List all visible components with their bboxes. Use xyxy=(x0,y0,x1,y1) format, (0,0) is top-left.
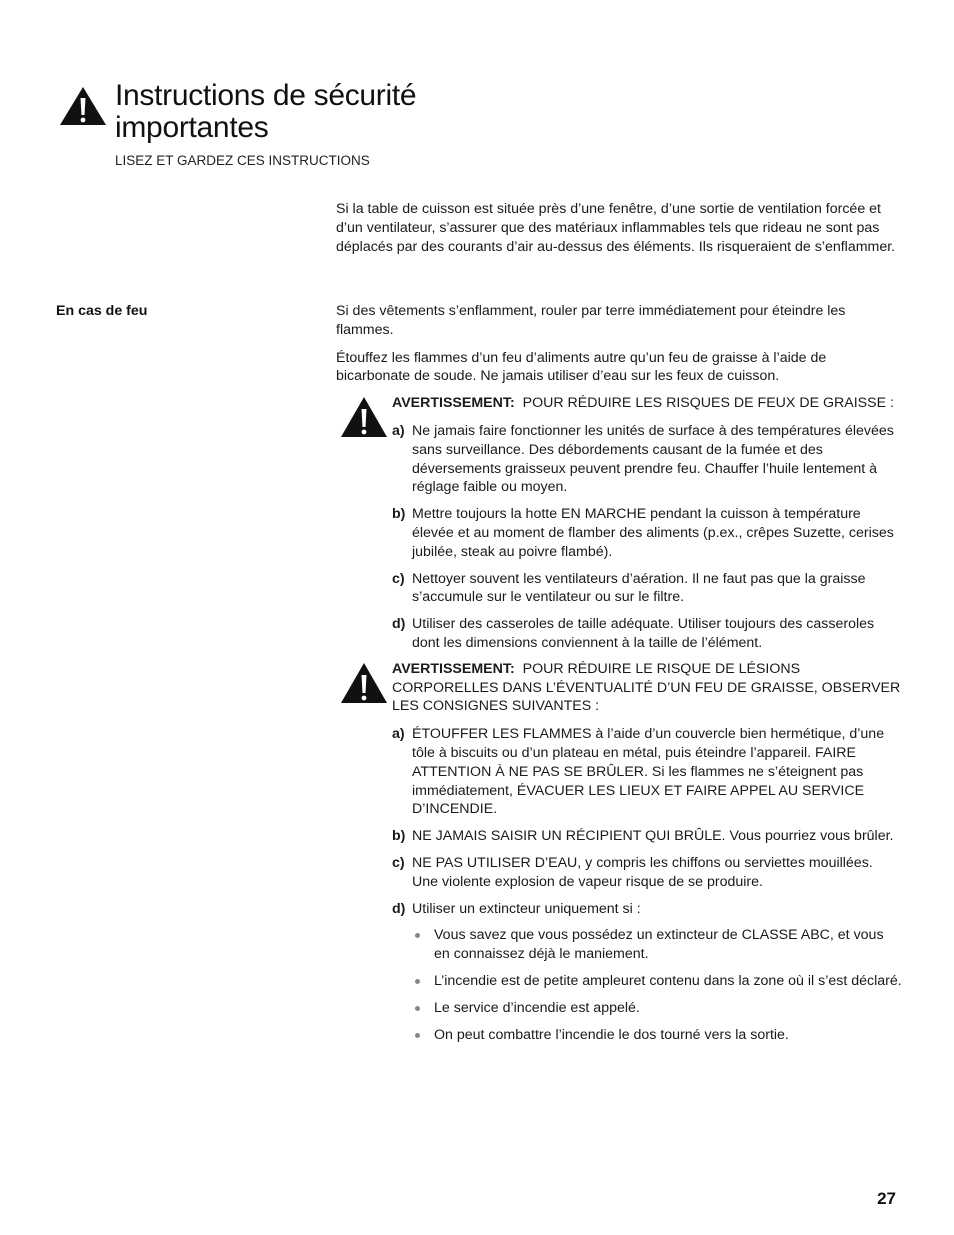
warning-triangle-icon xyxy=(340,662,388,704)
list-item xyxy=(392,570,902,608)
item-letter: a) xyxy=(392,422,405,439)
bullet-icon xyxy=(415,979,420,984)
page-title xyxy=(115,80,416,144)
item-text: Mettre toujours la hotte EN MARCHE pendant la cuisson à température élevée et au moment de flamber des aliments (p.ex., crêpes Suzette, cerises jubilée, steak au poivre flambé). xyxy=(412,506,894,560)
warning-heading xyxy=(392,394,902,413)
list-item xyxy=(392,854,902,892)
bullet-item xyxy=(392,1026,902,1045)
bullet-item xyxy=(392,972,902,991)
list-item xyxy=(392,615,902,653)
section-paragraph-1: Si des vêtements s’enflamment, rouler par terre immédiatement pour éteindre les flammes. xyxy=(336,303,846,338)
item-text: Ne jamais faire fonctionner les unités de surface à des températures élevées sans surveillance. Des débordements causant de la fumée et des déversements graisseux peuvent prendre feu. Chauffer l’huile lentement à réglage faible ou moyen. xyxy=(412,422,894,496)
warning-block-2 xyxy=(336,660,902,1045)
item-text: ÉTOUFFER LES FLAMMES à l’aide d’un couvercle bien hermétique, d’une tôle à biscuits ou d’un plateau en métal, puis éteindre l’appareil. FAIRE ATTENTION À NE PAS SE BRÛLER. Si les flammes ne s’éteignent pas immédiatement, ÉVACUER LES LIEUX ET FAIRE APPEL AU SERVICE D’INCENDIE. xyxy=(412,726,885,818)
bullet-item xyxy=(392,926,902,964)
item-letter: b) xyxy=(392,828,406,845)
bullet-text: Vous savez que vous possédez un extincteur de CLASSE ABC, et vous en connaissez déjà le maniement. xyxy=(434,927,884,963)
page-title-line2: importantes xyxy=(115,111,269,144)
page-title-line1: Instructions de sécurité xyxy=(115,79,417,112)
item-letter: b) xyxy=(392,506,406,523)
item-text: NE PAS UTILISER D’EAU, y compris les chiffons ou serviettes mouillées. Une violente explosion de vapeur risque de se produire. xyxy=(412,854,873,890)
warning-block-1 xyxy=(336,394,902,653)
warning-triangle-icon xyxy=(340,396,388,438)
item-text: Utiliser un extincteur uniquement si : xyxy=(412,900,641,917)
item-text: NE JAMAIS SAISIR UN RÉCIPIENT QUI BRÛLE. Vous pourriez vous brûler. xyxy=(412,828,894,845)
item-letter: d) xyxy=(392,900,406,917)
warning-label: AVERTISSEMENT: xyxy=(392,660,515,677)
warning-label: AVERTISSEMENT: xyxy=(392,395,515,412)
item-text: Nettoyer souvent les ventilateurs d’aération. Il ne faut pas que la graisse s’accumule sur le ventilateur ou sur le filtre. xyxy=(412,570,866,606)
section-paragraph-2: Étouffez les flammes d’un feu d’aliments autre qu’un feu de graisse à l’aide de bicarbonate de soude. Ne jamais utiliser d’eau sur les feux de cuisson. xyxy=(336,349,827,385)
bullet-icon xyxy=(415,933,420,938)
bullet-text: L’incendie est de petite ampleuret contenu dans la zone où il s’est déclaré. xyxy=(434,972,902,989)
bullet-text: Le service d’incendie est appelé. xyxy=(434,999,640,1016)
warning-triangle-icon xyxy=(59,86,107,126)
list-item xyxy=(392,422,902,497)
page-number: 27 xyxy=(877,1189,896,1208)
item-letter: c) xyxy=(392,570,405,587)
item-letter: a) xyxy=(392,726,405,743)
list-item xyxy=(392,900,902,919)
item-letter: d) xyxy=(392,616,406,633)
warning-heading xyxy=(392,660,902,716)
list-item xyxy=(392,827,902,846)
list-item xyxy=(392,505,902,561)
section-heading: En cas de feu xyxy=(56,303,148,319)
page-subtitle: LISEZ ET GARDEZ CES INSTRUCTIONS xyxy=(115,153,370,168)
bullet-item xyxy=(392,999,902,1018)
intro-paragraph: Si la table de cuisson est située près d’une fenêtre, d’une sortie de ventilation forcée et d’un ventilateur, s’assurer que des matériaux inflammables tels que rideau ne sont pas déplacés par des courants d’air au-dessus des éléments. Ils risqueraient de s’enflammer. xyxy=(336,201,896,255)
section-body xyxy=(336,302,902,1044)
bullet-icon xyxy=(415,1006,420,1011)
list-item xyxy=(392,725,902,819)
item-text: Utiliser des casseroles de taille adéquate. Utiliser toujours des casseroles dont les dimensions conviennent à la taille de l’élément. xyxy=(412,616,875,651)
warning-text: POUR RÉDUIRE LE RISQUE DE LÉSIONS CORPORELLES DANS L’ÉVENTUALITÉ D’UN FEU DE GRAISSE, OBSERVER LES CONSIGNES SUIVANTES : xyxy=(392,660,901,715)
bullet-text: On peut combattre l’incendie le dos tourné vers la sortie. xyxy=(434,1026,789,1043)
bullet-icon xyxy=(415,1033,420,1038)
item-letter: c) xyxy=(392,854,405,871)
warning-text: POUR RÉDUIRE LES RISQUES DE FEUX DE GRAISSE : xyxy=(522,395,894,412)
